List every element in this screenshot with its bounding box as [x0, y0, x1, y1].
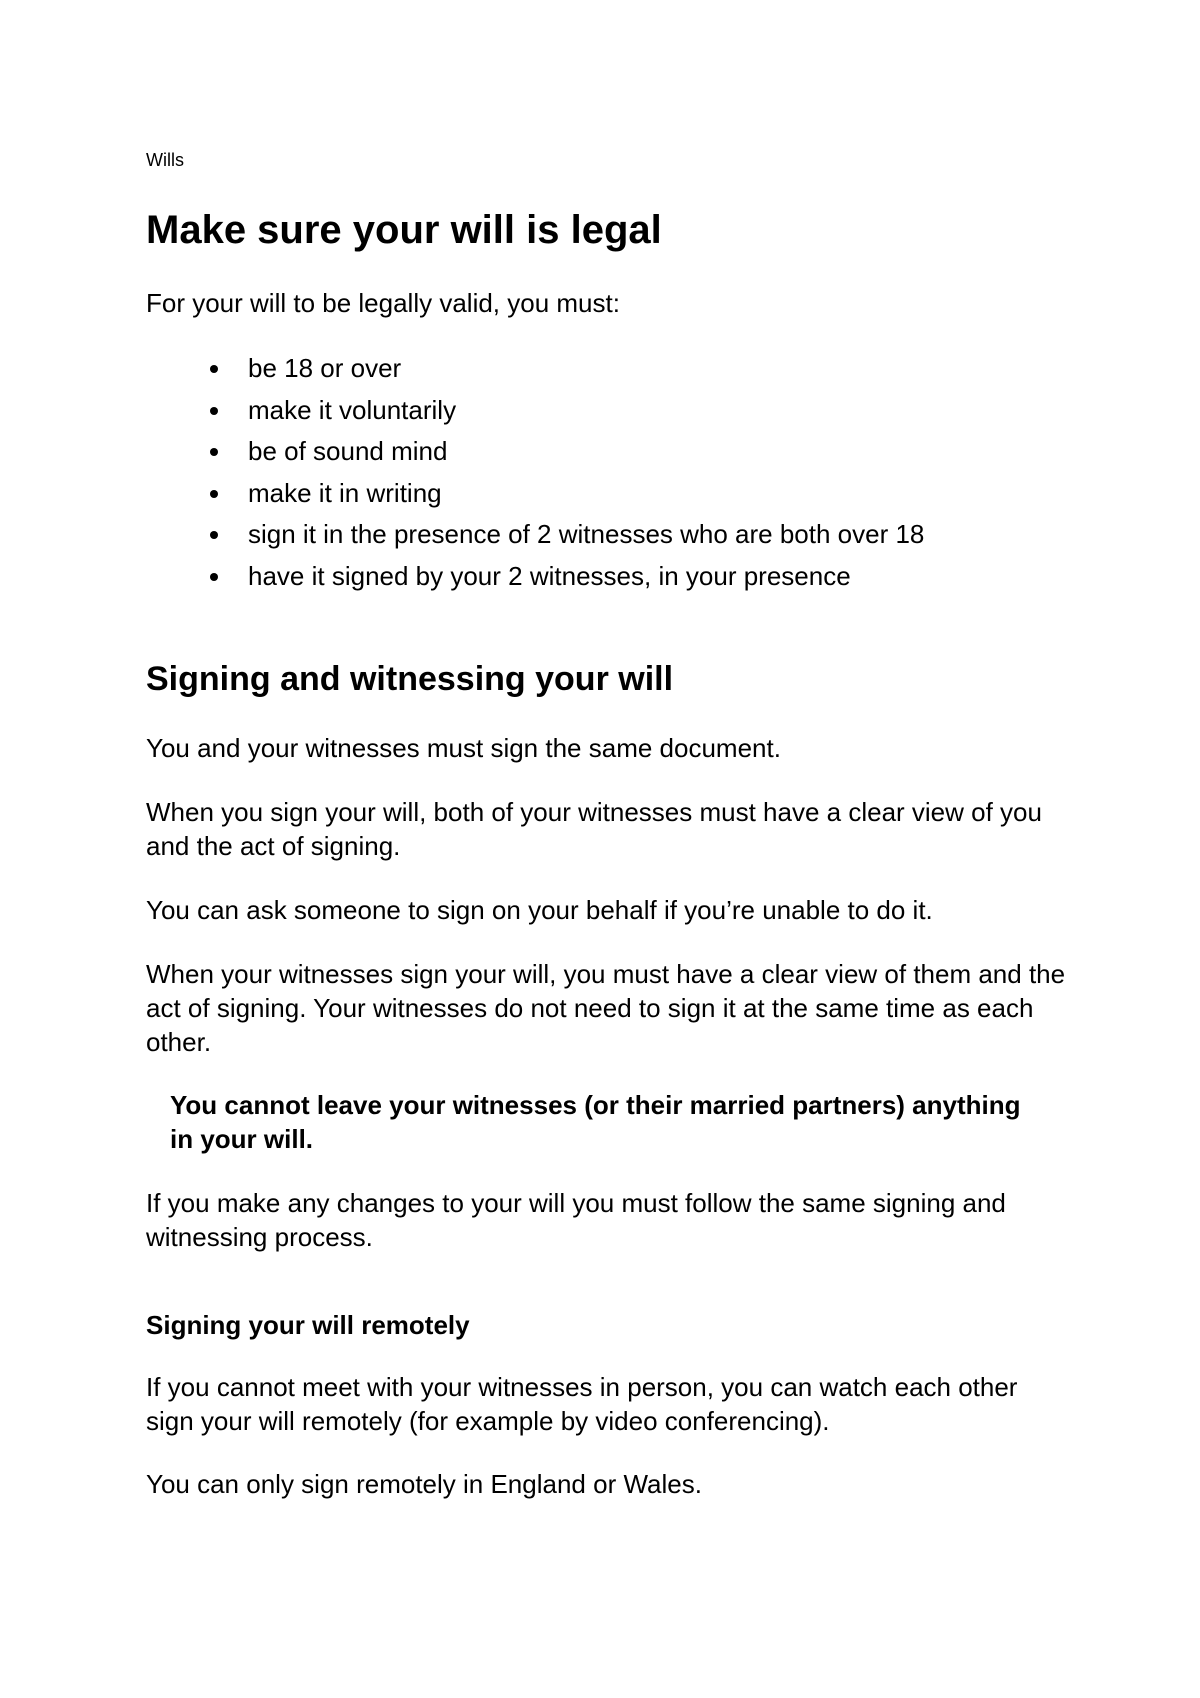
paragraph-same-document: You and your witnesses must sign the same document.	[146, 733, 781, 763]
paragraph-sign-on-behalf: You can ask someone to sign on your behalf if you’re unable to do it.	[146, 895, 933, 925]
list-item: have it signed by your 2 witnesses, in your presence	[210, 556, 1060, 598]
list-item: make it voluntarily	[210, 390, 1060, 432]
section-heading-signing: Signing and witnessing your will	[146, 660, 674, 698]
bullet-icon	[210, 573, 218, 581]
bullet-icon	[210, 531, 218, 539]
list-item: make it in writing	[210, 473, 1060, 515]
page-header: Wills	[146, 150, 184, 170]
warning-callout: You cannot leave your witnesses (or their married partners) anything in your will.	[170, 1090, 1021, 1154]
document-page	[146, 0, 1066, 1698]
list-item: sign it in the presence of 2 witnesses who are both over 18	[210, 514, 1060, 556]
list-item: be of sound mind	[210, 431, 1060, 473]
bullet-icon	[210, 365, 218, 373]
intro-paragraph: For your will to be legally valid, you must:	[146, 288, 620, 318]
page-title: Make sure your will is legal	[146, 208, 662, 252]
paragraph-england-wales: You can only sign remotely in England or Wales.	[146, 1469, 702, 1499]
bullet-icon	[210, 407, 218, 415]
subheading-remote-signing: Signing your will remotely	[146, 1310, 470, 1340]
requirements-list	[210, 348, 1060, 598]
paragraph-changes: If you make any changes to your will you must follow the same signing and witnessing process.	[146, 1188, 1006, 1252]
bullet-icon	[210, 490, 218, 498]
paragraph-clear-view: When you sign your will, both of your witnesses must have a clear view of you and the act of signing.	[146, 797, 1042, 861]
list-item: be 18 or over	[210, 348, 1060, 390]
paragraph-remote-signing: If you cannot meet with your witnesses in person, you can watch each other sign your will remotely (for example by video conferencing).	[146, 1372, 1018, 1436]
paragraph-witnesses-sign: When your witnesses sign your will, you must have a clear view of them and the act of signing. Your witnesses do not need to sign it at the same time as each other.	[146, 959, 1066, 1057]
bullet-icon	[210, 448, 218, 456]
